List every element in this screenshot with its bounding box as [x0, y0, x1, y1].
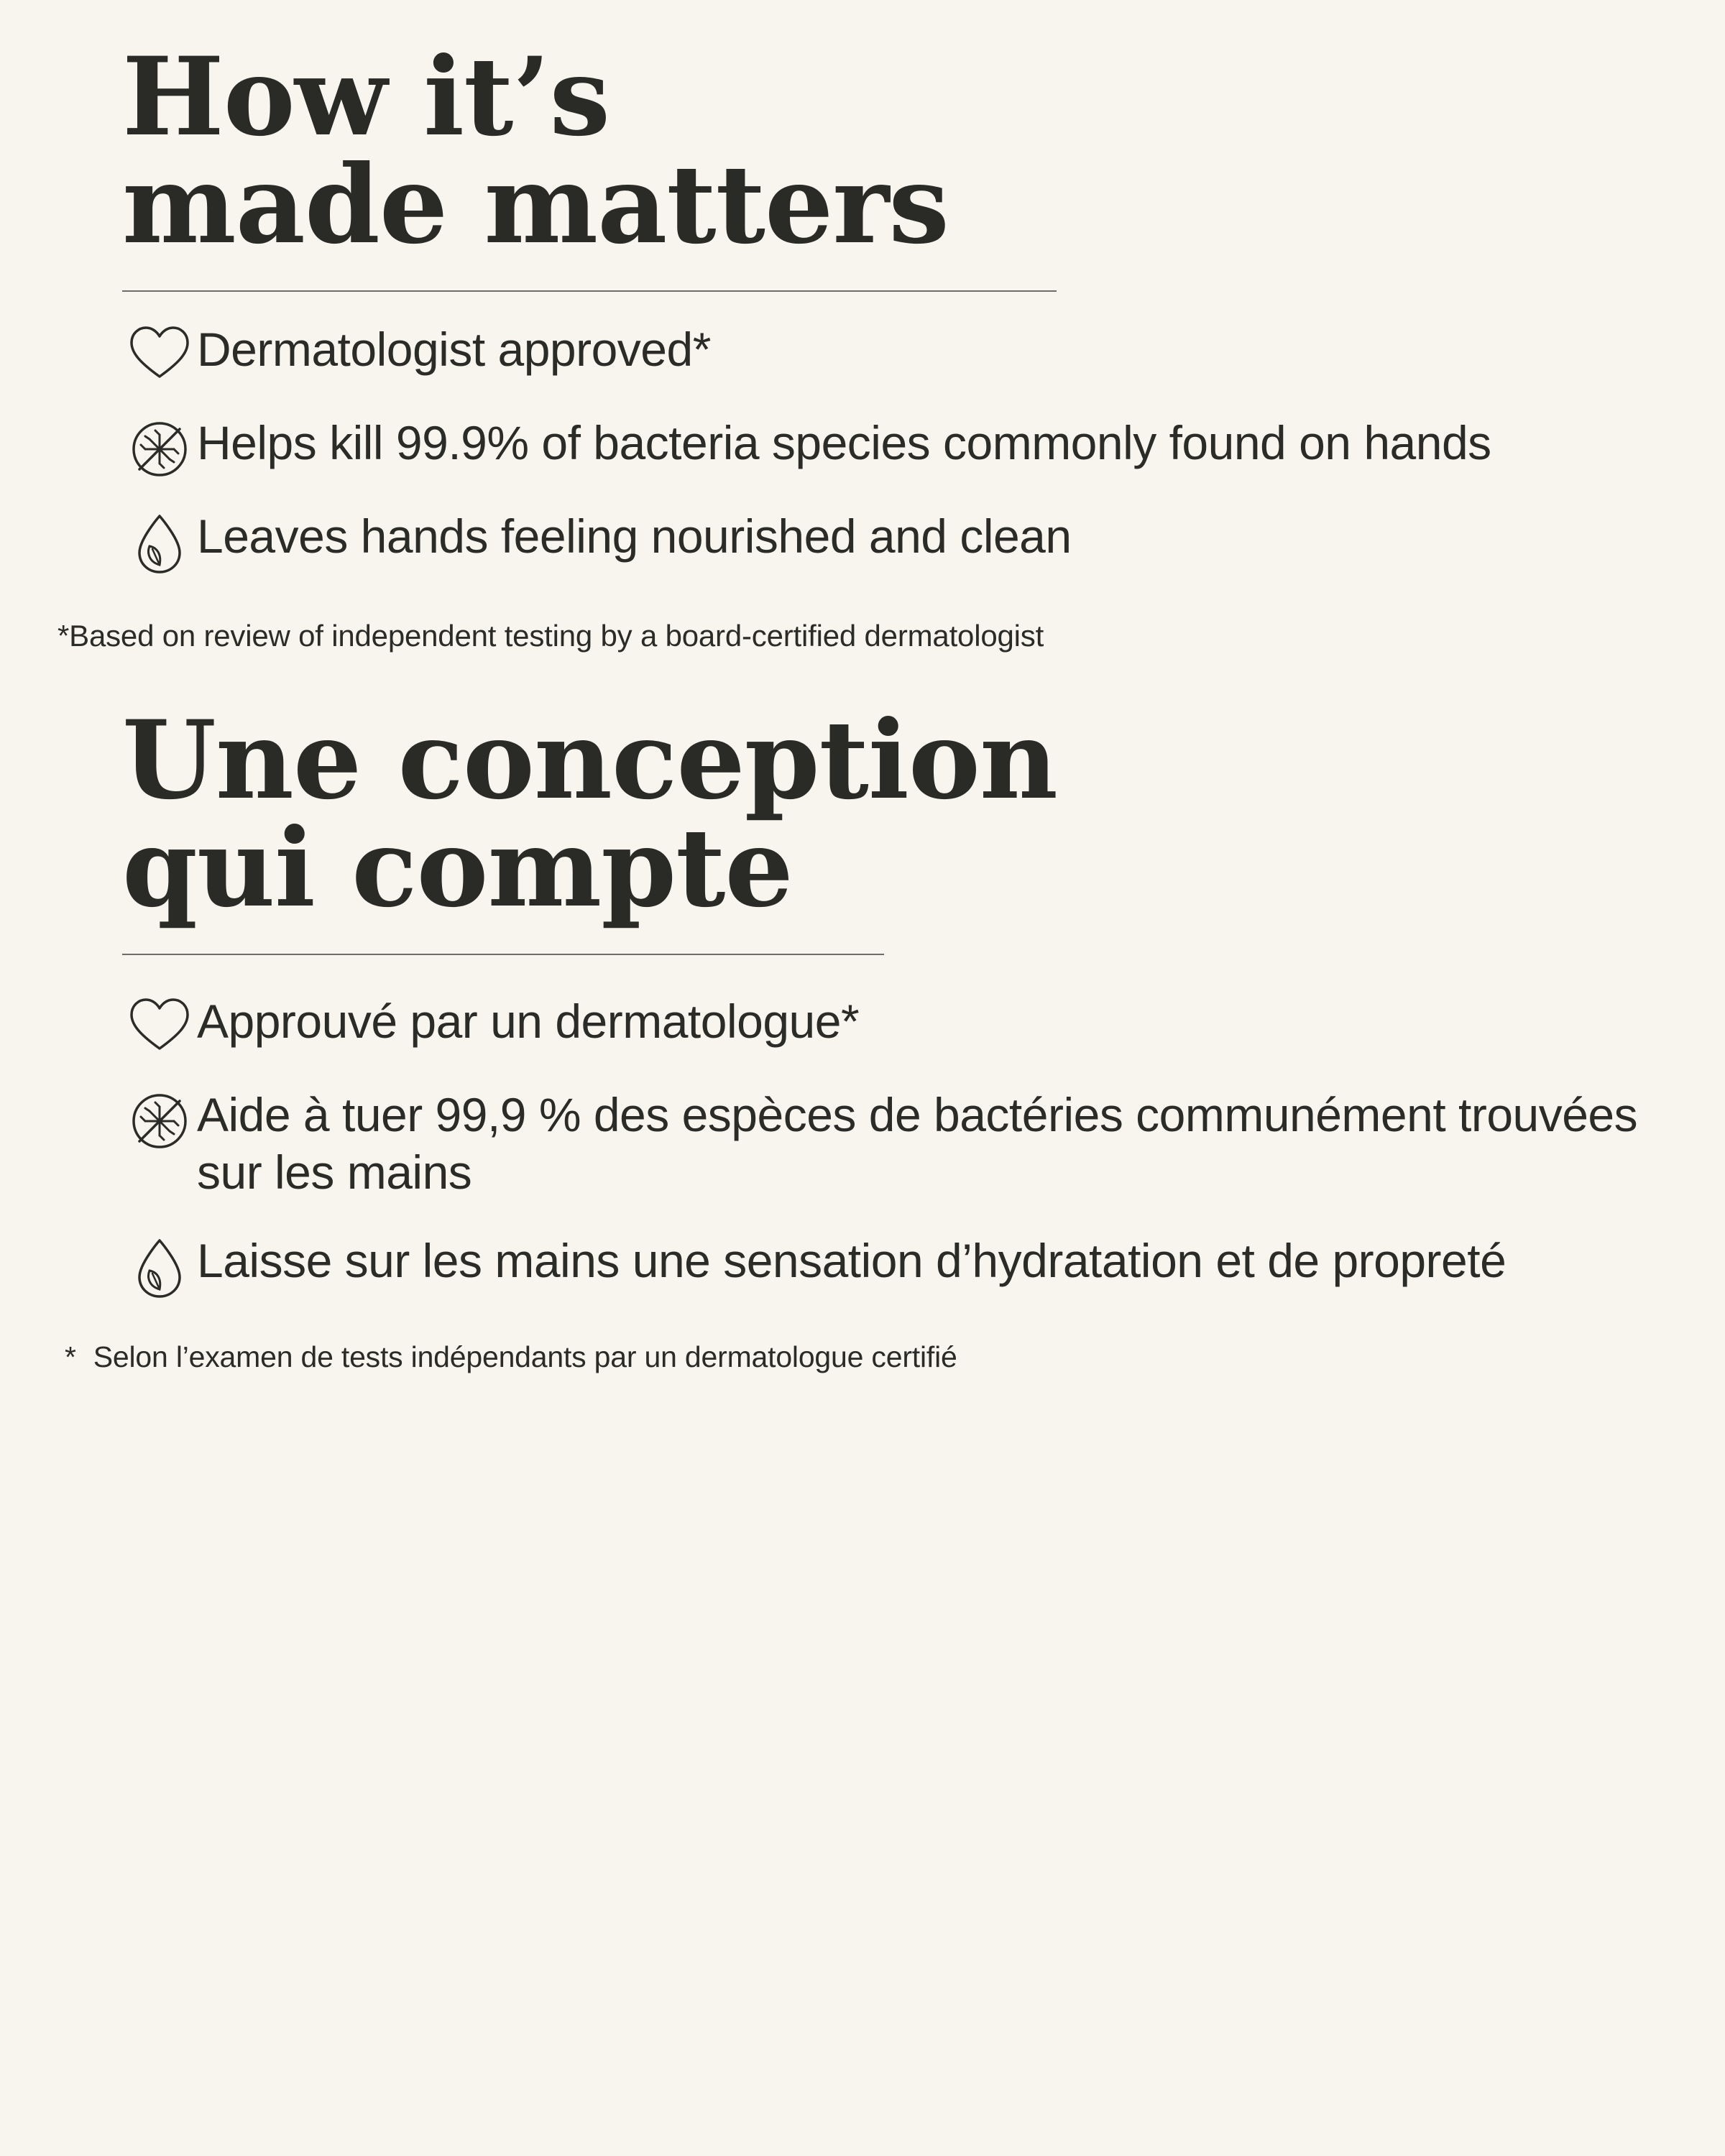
- feature-text: Leaves hands feeling nourished and clean: [197, 510, 1072, 563]
- footnote-french: [65, 1338, 1653, 1376]
- feature-list-english: [122, 321, 1653, 571]
- feature-text: Aide à tuer 99,9 % des espèces de bactéries communément trouvées sur les mains: [197, 1087, 1638, 1199]
- page-title-english: [122, 34, 1653, 268]
- feature-text: Laisse sur les mains une sensation d’hydratation et de propreté: [197, 1233, 1506, 1287]
- headline-line-2: made matters: [122, 142, 949, 268]
- bacteria-blocked-icon: [122, 1086, 197, 1149]
- feature-text: Dermatologist approved*: [197, 323, 711, 376]
- droplet-leaf-icon: [122, 1232, 197, 1295]
- feature-text: Helps kill 99.9% of bacteria species commonly found on hands: [197, 416, 1491, 469]
- feature-list-french: [122, 992, 1653, 1295]
- heart-icon: [122, 321, 197, 384]
- headline-line-2: qui compte: [122, 804, 793, 931]
- droplet-leaf-icon: [122, 507, 197, 571]
- bacteria-blocked-icon: [122, 414, 197, 477]
- list-item: [122, 1232, 1653, 1295]
- list-item: [122, 992, 1653, 1056]
- list-item: [122, 321, 1653, 384]
- footnote-marker: *: [65, 1340, 76, 1373]
- english-section: [58, 34, 1653, 656]
- french-section: [65, 696, 1653, 1376]
- feature-text: Approuvé par un dermatologue*: [197, 994, 860, 1048]
- page-title-french: [122, 696, 1653, 931]
- footnote-text: Selon l’examen de tests indépendants par un dermatologue certifié: [93, 1340, 957, 1373]
- divider-english: [122, 290, 1057, 292]
- list-item: [122, 414, 1653, 477]
- list-item: [122, 1086, 1653, 1202]
- divider-french: [122, 954, 884, 955]
- list-item: [122, 507, 1653, 571]
- heart-icon: [122, 992, 197, 1056]
- headline-line-1: Une conception: [122, 696, 1057, 824]
- footnote-english: *Based on review of independent testing by a board-certified dermatologist: [58, 619, 1044, 653]
- headline-line-1: How it’s: [122, 34, 610, 160]
